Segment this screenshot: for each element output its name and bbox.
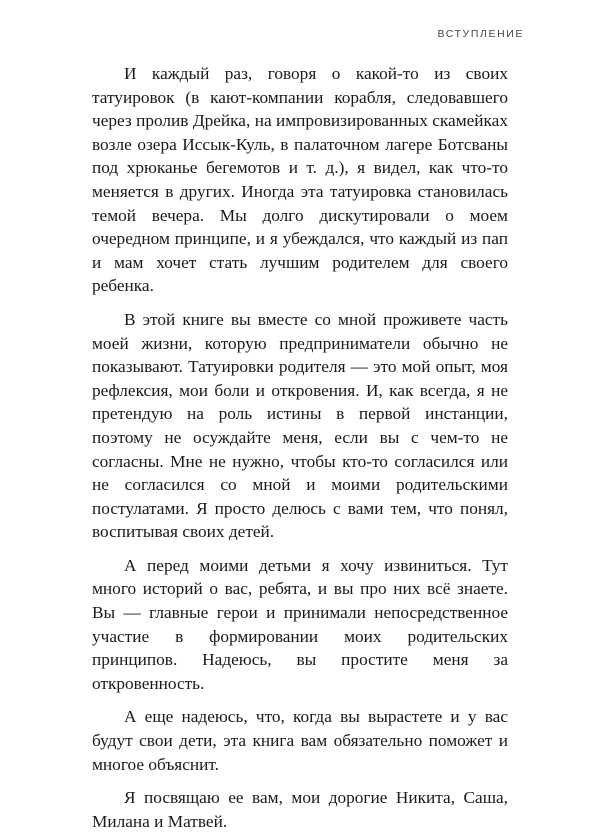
paragraph: А перед моими детьми я хочу извиниться. Тут много историй о вас, ребята, и вы про них всё знаете. Вы — главные герои и принимали непосредственное участие в формировании моих родительских принципов. Надеюсь, вы простите меня за откровенность.	[92, 555, 508, 693]
paragraph: И каждый раз, говоря о какой-то из своих татуировок (в кают-компании корабля, следовавшего через пролив Дрейка, на импровизированных скамейках возле озера Иссык-Куль, в палаточном лагере Ботсваны под хрюканье бегемотов и т. д.), я видел, как что-то меняется в других. Иногда эта татуировка становилась темой вечера. Мы долго дискутировали о моем очередном принципе, и я убеждался, что каждый из пап и мам хочет стать лучшим родителем для своего ребенка.	[92, 64, 508, 296]
paragraph: А еще надеюсь, что, когда вы вырастете и у вас будут свои дети, эта книга вам обязательно поможет и многое объяснит.	[92, 707, 508, 774]
paragraph: Я посвящаю ее вам, мои дорогие Никита, Саша, Милана и Матвей.	[92, 788, 508, 831]
body-text	[92, 62, 508, 833]
paragraph: В этой книге вы вместе со мной проживете часть моей жизни, которую предприниматели обычно не показывают. Татуировки родителя — это мой опыт, моя рефлексия, мои боли и откровения. И, как всегда, я не претендую на роль истины в первой инстанции, поэтому не осуждайте меня, если вы с чем-то не согласны. Мне не нужно, чтобы кто-то согласился или не согласился со мной и моими родительскими постулатами. Я просто делюсь с вами тем, что понял, воспитывая своих детей.	[92, 309, 508, 542]
running-head-title: ВСТУПЛЕНИЕ	[437, 28, 524, 40]
